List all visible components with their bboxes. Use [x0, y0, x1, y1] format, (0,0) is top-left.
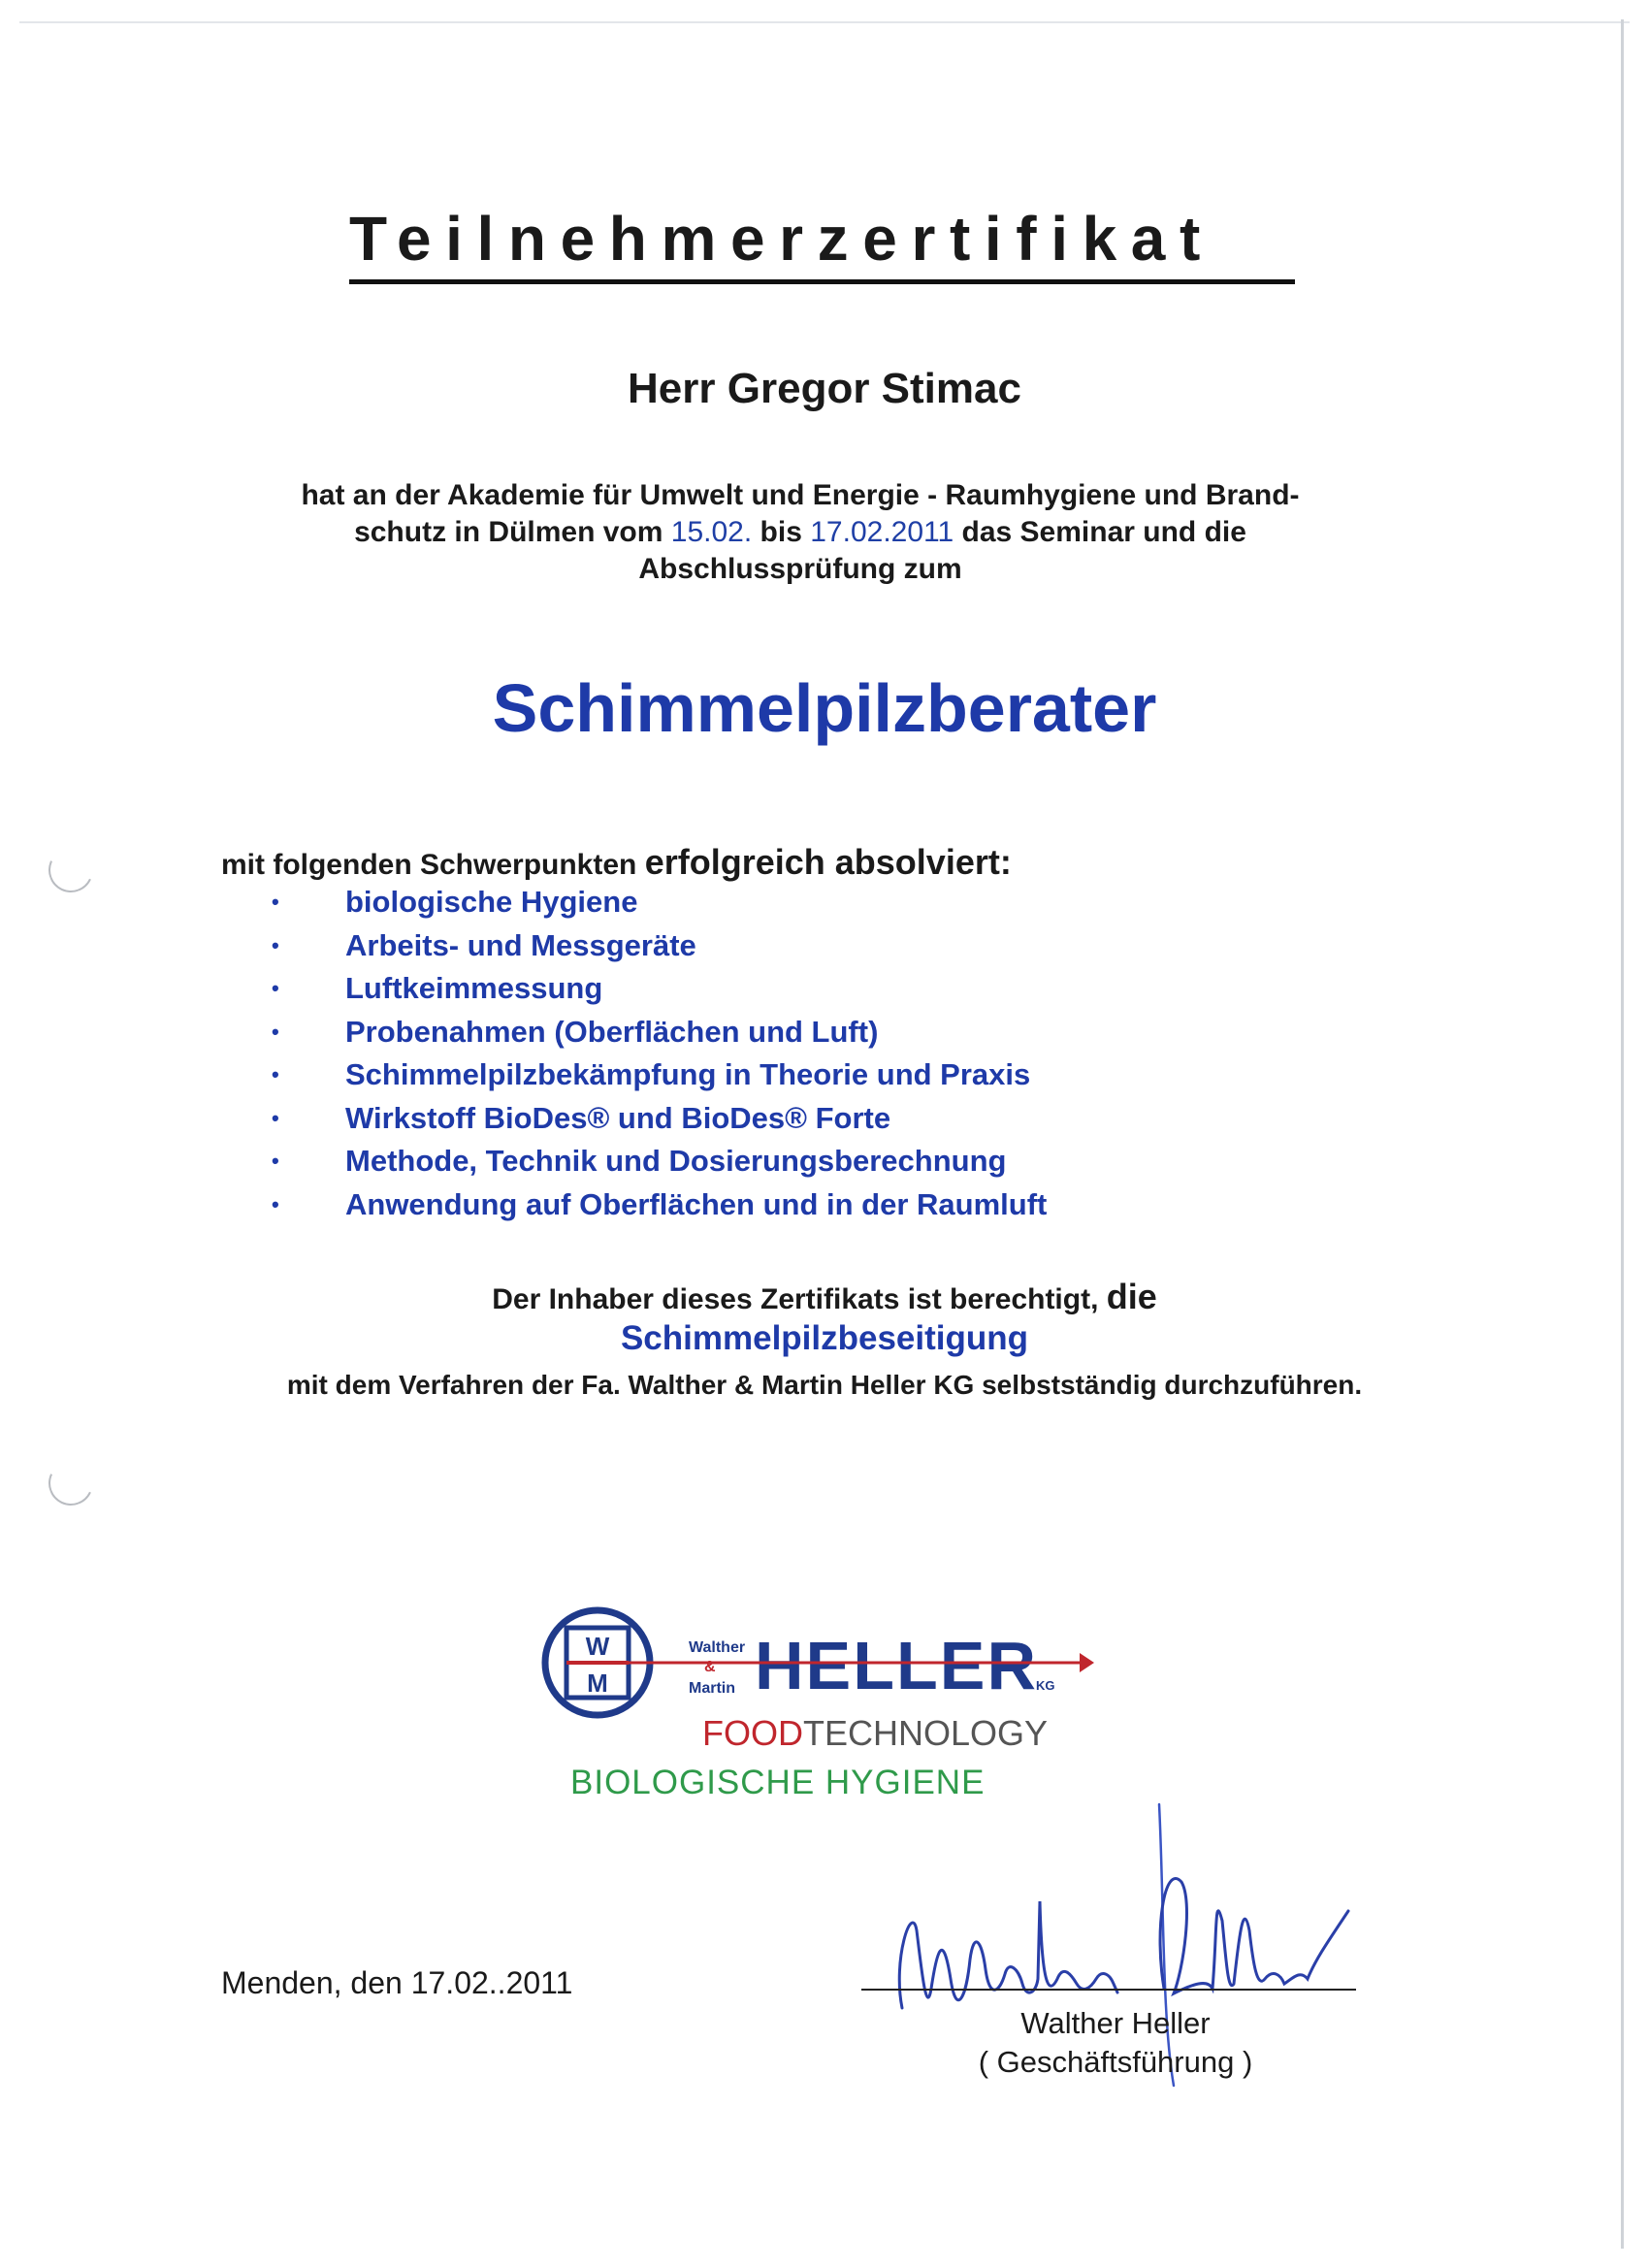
topic-label: Probenahmen (Oberflächen und Luft)	[345, 1014, 879, 1049]
bullet-icon: •	[272, 1149, 279, 1174]
heller-logo	[532, 1603, 1094, 1816]
topic-item	[272, 924, 1047, 968]
signer-role: ( Geschäftsführung )	[978, 2045, 1253, 2079]
bullet-icon: •	[272, 976, 279, 1001]
topic-item	[272, 1053, 1047, 1097]
signature-line	[861, 1989, 1356, 1991]
topic-label: Methode, Technik und Dosierungsberechnung	[345, 1144, 1007, 1179]
topic-label: Schimmelpilzbekämpfung in Theorie und Praxis	[345, 1057, 1031, 1092]
svg-text:W: W	[585, 1632, 610, 1661]
punch-hole-lower	[43, 1455, 100, 1512]
signer-name: Walther Heller	[1020, 2006, 1211, 2040]
topic-item	[272, 1097, 1047, 1141]
page-right-edge	[1621, 19, 1624, 2249]
method-statement: mit dem Verfahren der Fa. Walther & Martin Heller KG selbstständig durchzuführen.	[286, 1370, 1363, 1400]
participant-name: Herr Gregor Stimac	[628, 365, 1021, 412]
logo-ampersand: &	[704, 1659, 716, 1675]
focus-intro	[221, 842, 1012, 883]
logo-technology: TECHNOLOGY	[803, 1713, 1049, 1753]
topic-label: Arbeits- und Messgeräte	[345, 927, 696, 962]
topic-label: biologische Hygiene	[345, 885, 638, 920]
bullet-icon: •	[272, 1062, 279, 1087]
topic-label: Wirkstoff BioDes® und BioDes® Forte	[345, 1100, 891, 1135]
bullet-icon: •	[272, 1191, 279, 1216]
intro-paragraph	[233, 477, 1368, 588]
topic-label: Luftkeimmessung	[345, 971, 603, 1006]
course-name: Schimmelpilzberater	[492, 670, 1157, 746]
bullet-icon: •	[272, 1105, 279, 1130]
logo-tagline	[702, 1713, 1048, 1754]
intro-line-1: hat an der Akademie für Umwelt und Energie - Raumhygiene und Brand-	[301, 479, 1300, 511]
logo-walther: Walther	[689, 1639, 746, 1656]
topic-list	[272, 881, 1047, 1226]
seminar-start-date: 15.02.	[670, 516, 753, 548]
topic-item	[272, 1011, 1047, 1054]
logo-food: FOOD	[702, 1713, 803, 1753]
holder-emphasis: die	[1106, 1277, 1157, 1316]
svg-text:M: M	[587, 1669, 608, 1698]
punch-hole-upper	[43, 842, 100, 899]
topic-label: Anwendung auf Oberflächen und in der Raumluft	[345, 1186, 1048, 1221]
logo-martin: Martin	[689, 1680, 735, 1697]
logo-subline: BIOLOGISCHE HYGIENE	[570, 1764, 986, 1801]
bullet-icon: •	[272, 932, 279, 957]
wm-monogram-icon	[532, 1603, 677, 1729]
focus-intro-text: mit folgenden Schwerpunkten	[221, 849, 637, 881]
bullet-icon: •	[272, 890, 279, 915]
intro-line-2-mid: bis	[760, 516, 802, 548]
topic-item	[272, 967, 1047, 1011]
topic-item	[272, 881, 1047, 924]
authorized-service: Schimmelpilzbeseitigung	[620, 1319, 1029, 1357]
intro-line-2-suffix: das Seminar und die	[961, 516, 1246, 548]
topic-item	[272, 1140, 1047, 1183]
logo-kg: KG	[1036, 1678, 1055, 1693]
topic-item	[272, 1183, 1047, 1227]
focus-intro-emphasis: erfolgreich absolviert:	[644, 842, 1012, 882]
holder-text: Der Inhaber dieses Zertifikats ist berechtigt,	[492, 1283, 1099, 1315]
place-and-date: Menden, den 17.02..2011	[221, 1965, 573, 2000]
intro-line-3: Abschlussprüfung zum	[638, 553, 962, 585]
intro-line-2-prefix: schutz in Dülmen vom	[354, 516, 663, 548]
page-top-edge	[19, 21, 1630, 23]
logo-brand: HELLER	[755, 1628, 1038, 1703]
certificate-title: Teilnehmerzertifikat	[349, 208, 1295, 284]
seminar-end-date: 17.02.2011	[810, 516, 954, 548]
bullet-icon: •	[272, 1019, 279, 1044]
holder-statement	[0, 1277, 1649, 1317]
